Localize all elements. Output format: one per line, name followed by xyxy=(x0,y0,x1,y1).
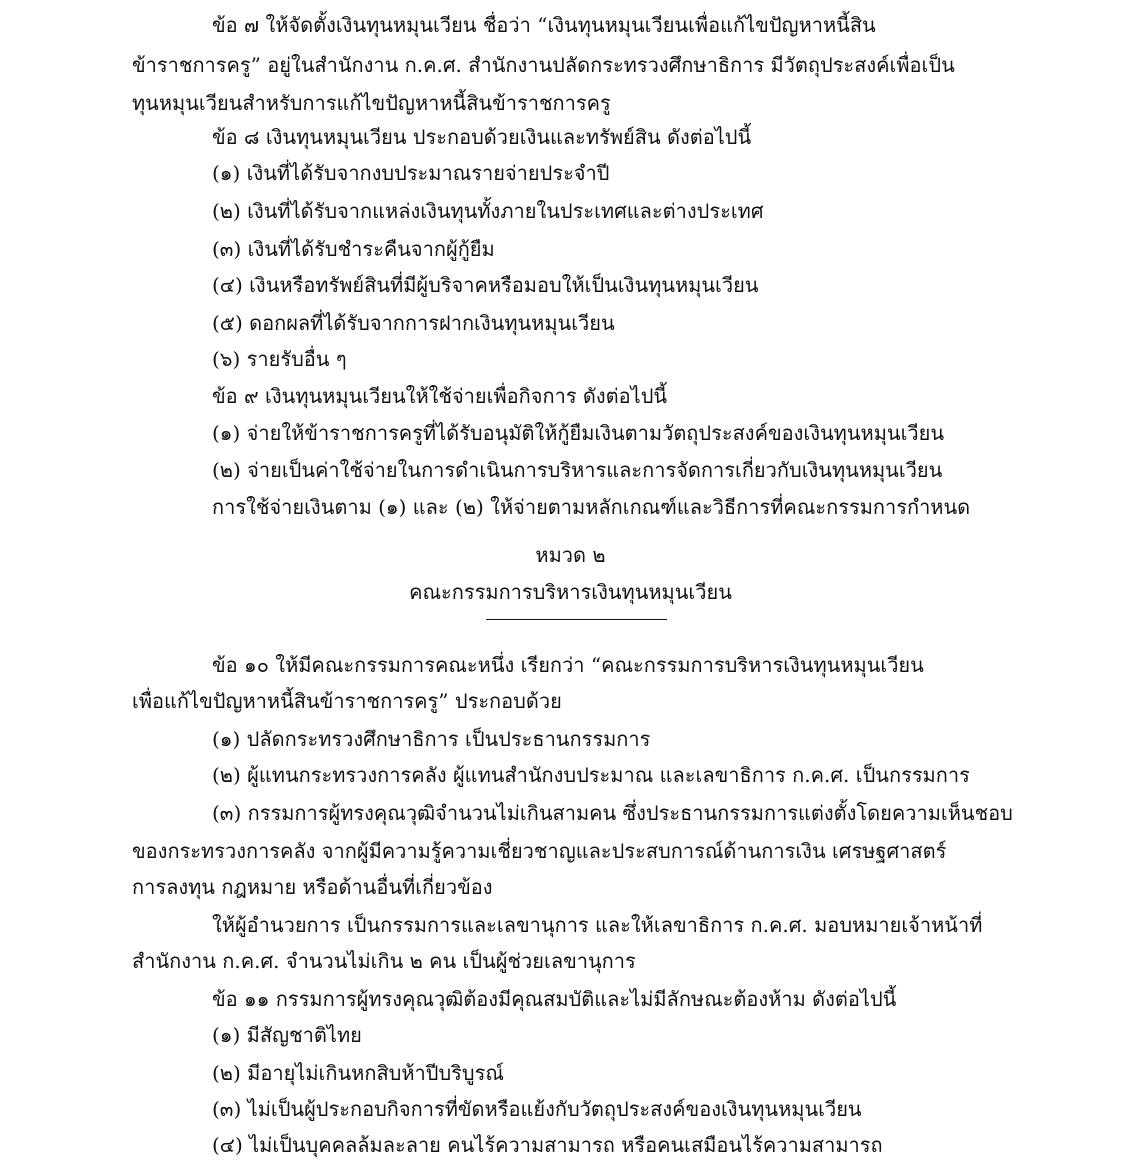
section-10-paragraph-continuation: สำนักงาน ก.ค.ศ. จำนวนไม่เกิน ๒ คน เป็นผู้ช่วยเลขานุการ xyxy=(132,949,636,973)
section-8-item: (๖) รายรับอื่น ๆ xyxy=(212,347,347,371)
section-9-item: (๒) จ่ายเป็นค่าใช้จ่ายในการดำเนินการบริหารและการจัดการเกี่ยวกับเงินทุนหมุนเวียน xyxy=(212,458,943,482)
section-10-paragraph: ให้ผู้อำนวยการ เป็นกรรมการและเลขานุการ และให้เลขาธิการ ก.ค.ศ. มอบหมายเจ้าหน้าที่ xyxy=(212,913,983,937)
section-11-item: (๔) ไม่เป็นบุคคลล้มละลาย คนไร้ความสามารถ หรือคนเสมือนไร้ความสามารถ xyxy=(212,1133,883,1157)
section-11-heading: ข้อ ๑๑ กรรมการผู้ทรงคุณวุฒิต้องมีคุณสมบัติและไม่มีลักษณะต้องห้าม ดังต่อไปนี้ xyxy=(212,987,897,1011)
section-10-item-continuation: การลงทุน กฎหมาย หรือด้านอื่นที่เกี่ยวข้อง xyxy=(132,875,493,899)
chapter-title: หมวด ๒ xyxy=(535,543,606,567)
section-7-line-3: ทุนหมุนเวียนสำหรับการแก้ไขปัญหาหนี้สินข้าราชการครู xyxy=(132,91,611,115)
section-8-item: (๔) เงินหรือทรัพย์สินที่มีผู้บริจาคหรือมอบให้เป็นเงินทุนหมุนเวียน xyxy=(212,273,759,297)
chapter-divider xyxy=(486,619,667,620)
section-8-item: (๕) ดอกผลที่ได้รับจากการฝากเงินทุนหมุนเวียน xyxy=(212,311,615,335)
section-8-heading: ข้อ ๘ เงินทุนหมุนเวียน ประกอบด้วยเงินและทรัพย์สิน ดังต่อไปนี้ xyxy=(212,125,752,149)
section-9-item: (๑) จ่ายให้ข้าราชการครูที่ได้รับอนุมัติให้กู้ยืมเงินตามวัตถุประสงค์ของเงินทุนหมุนเวียน xyxy=(212,421,945,445)
section-9-heading: ข้อ ๙ เงินทุนหมุนเวียนให้ใช้จ่ายเพื่อกิจการ ดังต่อไปนี้ xyxy=(212,384,668,408)
section-10-item-continuation: ของกระทรวงการคลัง จากผู้มีความรู้ความเชี่ยวชาญและประสบการณ์ด้านการเงิน เศรษฐศาสตร์ xyxy=(132,839,947,863)
section-10-item: (๓) กรรมการผู้ทรงคุณวุฒิจำนวนไม่เกินสามคน ซึ่งประธานกรรมการแต่งตั้งโดยความเห็นชอบ xyxy=(212,801,1013,825)
section-10-item: (๑) ปลัดกระทรวงศึกษาธิการ เป็นประธานกรรมการ xyxy=(212,727,651,751)
section-8-item: (๒) เงินที่ได้รับจากแหล่งเงินทุนทั้งภายในประเทศและต่างประเทศ xyxy=(212,199,764,223)
section-11-item: (๒) มีอายุไม่เกินหกสิบห้าปีบริบูรณ์ xyxy=(212,1061,504,1085)
chapter-subtitle: คณะกรรมการบริหารเงินทุนหมุนเวียน xyxy=(409,580,732,604)
section-8-item: (๑) เงินที่ได้รับจากงบประมาณรายจ่ายประจำปี xyxy=(212,161,610,185)
section-11-item: (๓) ไม่เป็นผู้ประกอบกิจการที่ขัดหรือแย้งกับวัตถุประสงค์ของเงินทุนหมุนเวียน xyxy=(212,1097,862,1121)
section-7-line-1: ข้อ ๗ ให้จัดตั้งเงินทุนหมุนเวียน ชื่อว่า “เงินทุนหมุนเวียนเพื่อแก้ไขปัญหาหนี้สิน xyxy=(212,13,876,37)
section-7-line-2: ข้าราชการครู” อยู่ในสำนักงาน ก.ค.ศ. สำนักงานปลัดกระทรวงศึกษาธิการ มีวัตถุประสงค์เพื่อเป็น xyxy=(132,53,955,77)
section-8-item: (๓) เงินที่ได้รับชำระคืนจากผู้กู้ยืม xyxy=(212,237,495,261)
section-11-item: (๑) มีสัญชาติไทย xyxy=(212,1023,362,1047)
section-9-note: การใช้จ่ายเงินตาม (๑) และ (๒) ให้จ่ายตามหลักเกณฑ์และวิธีการที่คณะกรรมการกำหนด xyxy=(212,495,971,519)
section-10-line-2: เพื่อแก้ไขปัญหาหนี้สินข้าราชการครู” ประกอบด้วย xyxy=(132,689,562,713)
section-10-item: (๒) ผู้แทนกระทรวงการคลัง ผู้แทนสำนักงบประมาณ และเลขาธิการ ก.ค.ศ. เป็นกรรมการ xyxy=(212,763,970,787)
section-10-line-1: ข้อ ๑๐ ให้มีคณะกรรมการคณะหนึ่ง เรียกว่า “คณะกรรมการบริหารเงินทุนหมุนเวียน xyxy=(212,653,924,677)
